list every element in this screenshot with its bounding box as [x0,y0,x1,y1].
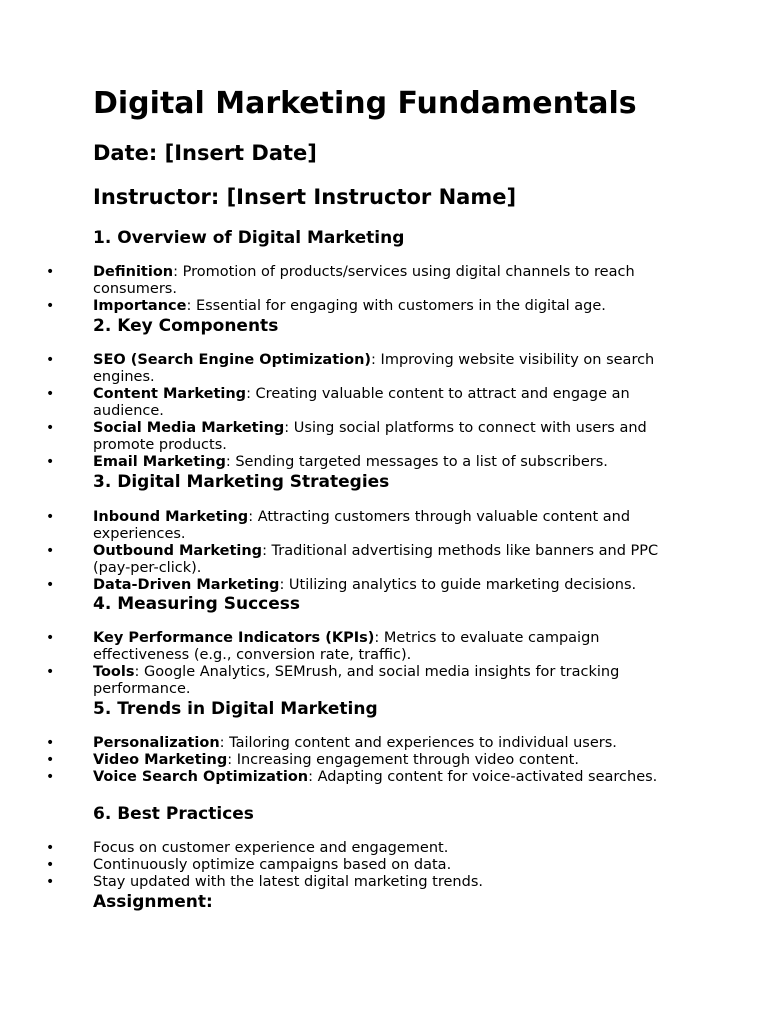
list-item [0,264,683,298]
item-text: : Improving website visibility on search engines. [93,352,655,385]
section-heading-measuring-success: 4. Measuring Success [93,594,301,614]
item-text: : Essential for engaging with customers in the digital age. [186,298,606,314]
section-list-strategies [0,509,768,594]
date-line: Date: [Insert Date] [93,141,317,165]
list-item [0,298,683,315]
section-list-key-components [0,352,768,471]
section-list-overview [0,264,768,315]
item-term: Content Marketing [93,386,247,402]
bullet-icon: • [46,298,55,314]
item-text: : Utilizing analytics to guide marketing decisions. [279,577,637,593]
item-text: : Using social platforms to connect with users and promote products. [93,420,647,453]
item-text: : Metrics to evaluate campaign effectiveness (e.g., conversion rate, traffic). [93,630,600,663]
bullet-icon: • [46,264,55,280]
list-item [0,664,683,698]
item-text: : Tailoring content and experiences to individual users. [219,735,617,751]
item-text: : Promotion of products/services using digital channels to reach consumers. [93,264,635,297]
item-text: Focus on customer experience and engagement. [93,840,449,856]
item-text: Continuously optimize campaigns based on data. [93,857,452,873]
section-heading-strategies: 3. Digital Marketing Strategies [93,472,390,492]
list-item [0,857,683,874]
list-item [0,769,683,786]
item-term: Social Media Marketing [93,420,285,436]
list-item [0,543,683,577]
item-text: Stay updated with the latest digital marketing trends. [93,874,483,890]
bullet-icon: • [46,857,55,873]
section-heading-trends: 5. Trends in Digital Marketing [93,699,378,719]
bullet-icon: • [46,352,55,368]
item-term: Video Marketing [93,752,228,768]
list-item [0,454,683,471]
bullet-icon: • [46,840,55,856]
section-list-measuring-success [0,630,768,698]
item-term: Key Performance Indicators (KPIs) [93,630,375,646]
item-text: : Creating valuable content to attract and engage an audience. [93,386,630,419]
list-item [0,577,683,594]
item-text: : Adapting content for voice-activated searches. [308,769,658,785]
bullet-icon: • [46,420,55,436]
item-term: Definition [93,264,174,280]
item-term: Personalization [93,735,220,751]
item-term: Email Marketing [93,454,226,470]
bullet-icon: • [46,386,55,402]
section-heading-overview: 1. Overview of Digital Marketing [93,228,405,248]
document-title: Digital Marketing Fundamentals [93,86,637,121]
list-item [0,420,683,454]
bullet-icon: • [46,509,55,525]
bullet-icon: • [46,769,55,785]
list-item [0,386,683,420]
item-term: Data-Driven Marketing [93,577,280,593]
bullet-icon: • [46,735,55,751]
bullet-icon: • [46,874,55,890]
list-item [0,752,683,769]
list-item [0,840,683,857]
list-item [0,874,683,891]
item-text: : Sending targeted messages to a list of subscribers. [225,454,608,470]
bullet-icon: • [46,454,55,470]
item-text: : Traditional advertising methods like banners and PPC (pay-per-click). [93,543,659,576]
list-item [0,509,683,543]
item-text: : Google Analytics, SEMrush, and social media insights for tracking performance. [93,664,620,697]
item-term: Voice Search Optimization [93,769,309,785]
section-list-best-practices [0,840,768,891]
bullet-icon: • [46,630,55,646]
item-term: Inbound Marketing [93,509,249,525]
item-term: SEO (Search Engine Optimization) [93,352,372,368]
item-term: Importance [93,298,187,314]
list-item [0,352,683,386]
bullet-icon: • [46,752,55,768]
assignment-heading: Assignment: [93,892,213,912]
item-term: Outbound Marketing [93,543,263,559]
section-list-trends [0,735,768,786]
section-heading-best-practices: 6. Best Practices [93,804,254,824]
item-text: : Increasing engagement through video content. [227,752,579,768]
list-item [0,630,683,664]
list-item [0,735,683,752]
item-text: : Attracting customers through valuable content and experiences. [93,509,631,542]
instructor-line: Instructor: [Insert Instructor Name] [93,185,517,209]
bullet-icon: • [46,577,55,593]
section-heading-key-components: 2. Key Components [93,316,279,336]
bullet-icon: • [46,664,55,680]
item-term: Tools [93,664,135,680]
bullet-icon: • [46,543,55,559]
